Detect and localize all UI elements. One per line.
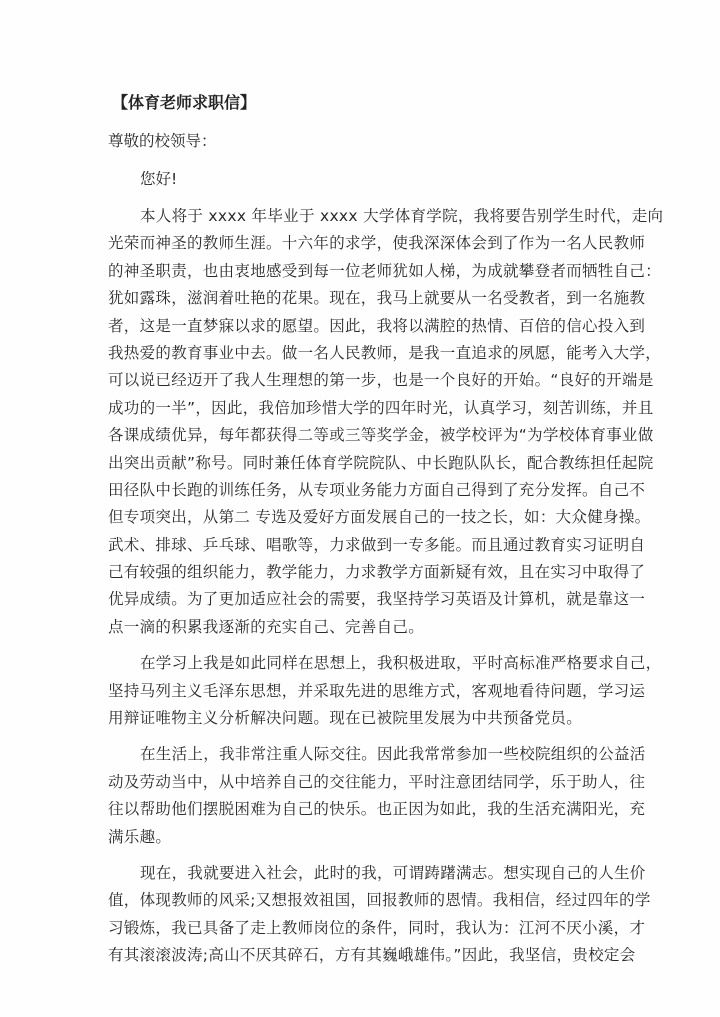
text-line: 田径队中长跑的训练任务，从专项业务能力方面自己得到了充分发挥。自己不 [108,480,646,499]
text-line: 成功的一半”，因此，我倍加珍惜大学的四年时光，认真学习，刻苦训练，并且 [108,398,654,417]
text-line: 值，体现教师的风采;又想报效祖国，回报教师的恩情。我相信，经过四年的学 [108,891,651,910]
text-line: 动及劳动当中，从中培养自己的交往能力，平时注意团结同学，乐于助人，往 [108,772,646,791]
text-line: 现在，我就要进入社会，此时的我，可谓踌躇满志。想实现自己的人生价 [140,863,646,882]
text-line: 坚持马列主义毛泽东思想，并采取先进的思维方式，客观地看待问题，学习运 [108,681,646,700]
text-line: 优异成绩。为了更加适应社会的需要，我坚持学习英语及计算机，就是靠这一 [108,590,646,609]
text-line: 满乐趣。 [108,827,172,846]
paragraph-life [108,741,646,851]
text-line: 武术、排球、乒乓球、唱歌等，力求做到一专多能。而且通过教育实习证明自 [108,535,646,554]
text-line: 可以说已经迈开了我人生理想的第一步，也是一个良好的开始。“良好的开端是 [108,371,654,390]
text-line: 习锻炼，我已具备了走上教师岗位的条件，同时，我认为：江河不厌小溪，才 [108,918,646,937]
text-line: 有其滚滚波涛;高山不厌其碎石，方有其巍峨雄伟。”因此，我坚信，贵校定会 [108,946,636,965]
text-line: 在学习上我是如此同样在思想上，我积极进取，平时高标准严格要求自己， [140,654,662,673]
paragraph-education [108,203,664,641]
text-line: 但专项突出，从第二 专选及爱好方面发展自己的一技之长，如：大众健身操。 [108,508,651,527]
text-line: 出突出贡献”称号。同时兼任体育学院院队、中长跑队队长，配合教练担任起院 [108,453,654,472]
text-line: 在生活上，我非常注重人际交往。因此我常常参加一些校院组织的公益活 [140,745,646,764]
text-line: 的神圣职责，也由衷地感受到每一位老师犹如人梯，为成就攀登者而牺牲自己： [108,261,662,280]
text-line: 我热爱的教育事业中去。做一名人民教师，是我一直追求的夙愿，能考入大学， [108,343,662,362]
text-line: 者，这是一直梦寐以求的愿望。因此，我将以满腔的热情、百倍的信心投入到 [108,316,646,335]
salutation: 尊敬的校领导： [108,132,217,150]
text-line: 各课成绩优异，每年都获得二等或三等奖学金，被学校评为“为学校体育事业做 [108,426,654,445]
letter-body [108,88,664,970]
text-line: 用辩证唯物主义分析解决问题。现在已被院里发展为中共预备党员。 [108,709,583,728]
greeting: 您好! [140,170,178,188]
text-line: 光荣而神圣的教师生涯。十六年的求学，使我深深体会到了作为一名人民教师 [108,234,646,253]
paragraph-ideology [108,650,662,732]
text-line: 犹如露珠，滋润着吐艳的花果。现在，我马上就要从一名受教者，到一名施教 [108,289,646,308]
text-line: 己有较强的组织能力，教学能力，力求教学方面新疑有效，且在实习中取得了 [108,563,646,582]
text-line: 往以帮助他们摆脱困难为自己的快乐。也正因为如此，我的生活充满阳光，充 [108,800,646,819]
paragraph-aspiration [108,860,651,970]
text-line: 本人将于 xxxx 年毕业于 xxxx 大学体育学院，我将要告别学生时代，走向 [140,207,664,225]
text-line: 点一滴的积累我逐渐的充实自己、完善自己。 [108,617,425,636]
letter-title: 【体育老师求职信】 [112,93,257,112]
